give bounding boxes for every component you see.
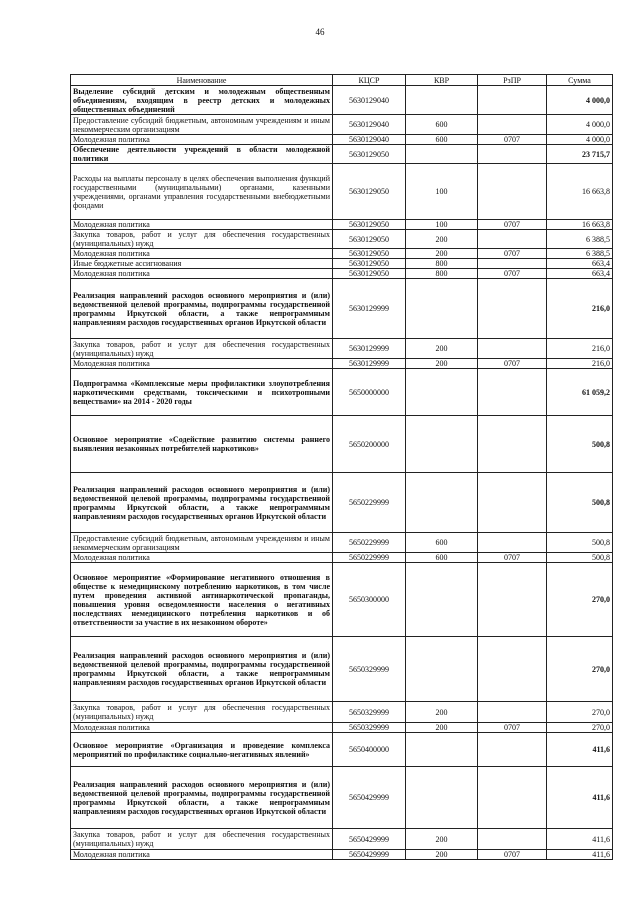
cell-rzpr bbox=[478, 637, 547, 702]
cell-sum: 216,0 bbox=[547, 359, 613, 369]
cell-kvr: 600 bbox=[406, 115, 478, 135]
cell-kvr: 200 bbox=[406, 702, 478, 723]
cell-kcsr: 5630129050 bbox=[333, 220, 406, 230]
table-row bbox=[71, 259, 613, 269]
cell-kcsr: 5630129999 bbox=[333, 359, 406, 369]
cell-name: Реализация направлений расходов основного мероприятия и (или) ведомственной целевой программы, подпрограммы государственной программы Иркутской области, а также непрограммным направлениям расходов государственных органов Иркутской области bbox=[71, 279, 333, 339]
table-row bbox=[71, 533, 613, 553]
table-row bbox=[71, 733, 613, 767]
cell-sum: 6 388,5 bbox=[547, 230, 613, 249]
cell-kcsr: 5650229999 bbox=[333, 473, 406, 533]
cell-kvr: 600 bbox=[406, 533, 478, 553]
cell-rzpr: 0707 bbox=[478, 220, 547, 230]
table-row bbox=[71, 279, 613, 339]
table-row bbox=[71, 637, 613, 702]
cell-kvr: 800 bbox=[406, 259, 478, 269]
cell-sum: 411,6 bbox=[547, 850, 613, 860]
table-row bbox=[71, 416, 613, 473]
cell-name: Молодежная политика bbox=[71, 269, 333, 279]
cell-rzpr bbox=[478, 563, 547, 637]
header-name: Наименование bbox=[71, 75, 333, 86]
cell-kcsr: 5630129040 bbox=[333, 86, 406, 115]
cell-kvr bbox=[406, 733, 478, 767]
cell-rzpr bbox=[478, 145, 547, 164]
cell-name: Молодежная политика bbox=[71, 135, 333, 145]
cell-rzpr bbox=[478, 702, 547, 723]
table-row bbox=[71, 829, 613, 850]
cell-sum: 4 000,0 bbox=[547, 86, 613, 115]
cell-rzpr bbox=[478, 416, 547, 473]
table-row bbox=[71, 563, 613, 637]
cell-sum: 663,4 bbox=[547, 269, 613, 279]
budget-table bbox=[70, 74, 613, 860]
cell-name: Молодежная политика bbox=[71, 553, 333, 563]
cell-name: Реализация направлений расходов основного мероприятия и (или) ведомственной целевой программы, подпрограммы государственной программы Иркутской области, а также непрограммным направлениям расходов государственных органов Иркутской области bbox=[71, 637, 333, 702]
cell-name: Основное мероприятие «Содействие развитию системы раннего выявления незаконных потребителей наркотиков» bbox=[71, 416, 333, 473]
cell-kcsr: 5630129999 bbox=[333, 279, 406, 339]
cell-kcsr: 5630129050 bbox=[333, 164, 406, 220]
table-row bbox=[71, 115, 613, 135]
cell-name: Молодежная политика bbox=[71, 723, 333, 733]
cell-kcsr: 5650329999 bbox=[333, 637, 406, 702]
cell-rzpr: 0707 bbox=[478, 553, 547, 563]
cell-rzpr: 0707 bbox=[478, 135, 547, 145]
cell-rzpr bbox=[478, 369, 547, 416]
cell-rzpr bbox=[478, 767, 547, 829]
table-header-row bbox=[71, 75, 613, 86]
table-row bbox=[71, 220, 613, 230]
table-row bbox=[71, 702, 613, 723]
cell-name: Предоставление субсидий бюджетным, автономным учреждениям и иным некоммерческим организациям bbox=[71, 115, 333, 135]
cell-rzpr bbox=[478, 259, 547, 269]
cell-sum: 16 663,8 bbox=[547, 164, 613, 220]
cell-name: Основное мероприятие «Формирование негативного отношения в обществе к немедицинскому потреблению наркотиков, в том числе путем проведения активной антинаркотической пропаганды, повышения уровня осведомленности населения о негативных последствиях немедицинского потребления наркотиков и об ответственности за участие в их незаконном обороте» bbox=[71, 563, 333, 637]
cell-kvr: 200 bbox=[406, 829, 478, 850]
cell-rzpr bbox=[478, 115, 547, 135]
header-sum: Сумма bbox=[547, 75, 613, 86]
cell-name: Реализация направлений расходов основного мероприятия и (или) ведомственной целевой программы, подпрограммы государственной программы Иркутской области, а также непрограммным направлениям расходов государственных органов Иркутской области bbox=[71, 767, 333, 829]
cell-kvr: 100 bbox=[406, 220, 478, 230]
cell-kcsr: 5650429999 bbox=[333, 767, 406, 829]
cell-kvr: 200 bbox=[406, 249, 478, 259]
cell-kvr: 200 bbox=[406, 850, 478, 860]
cell-kvr: 100 bbox=[406, 164, 478, 220]
cell-kcsr: 5630129050 bbox=[333, 259, 406, 269]
cell-rzpr bbox=[478, 473, 547, 533]
table-row bbox=[71, 164, 613, 220]
cell-kvr: 600 bbox=[406, 135, 478, 145]
cell-rzpr bbox=[478, 279, 547, 339]
cell-sum: 4 000,0 bbox=[547, 115, 613, 135]
cell-kcsr: 5650400000 bbox=[333, 733, 406, 767]
header-rzpr: РзПР bbox=[478, 75, 547, 86]
cell-kcsr: 5650229999 bbox=[333, 533, 406, 553]
cell-name: Расходы на выплаты персоналу в целях обеспечения выполнения функций государственными (муниципальными) органами, казенными учреждениями, органами управления государственными внебюджетными фондами bbox=[71, 164, 333, 220]
cell-rzpr bbox=[478, 86, 547, 115]
cell-sum: 411,6 bbox=[547, 767, 613, 829]
cell-kcsr: 5630129040 bbox=[333, 115, 406, 135]
cell-name: Закупка товаров, работ и услуг для обеспечения государственных (муниципальных) нужд bbox=[71, 702, 333, 723]
cell-name: Подпрограмма «Комплексные меры профилактики злоупотребления наркотическими средствами, токсическими и психотропными веществами» на 2014 - 2020 годы bbox=[71, 369, 333, 416]
header-kcsr: КЦСР bbox=[333, 75, 406, 86]
cell-kvr: 200 bbox=[406, 723, 478, 733]
cell-kcsr: 5630129999 bbox=[333, 339, 406, 359]
table-row bbox=[71, 767, 613, 829]
cell-sum: 500,8 bbox=[547, 533, 613, 553]
cell-rzpr: 0707 bbox=[478, 249, 547, 259]
table-row bbox=[71, 553, 613, 563]
cell-kvr bbox=[406, 279, 478, 339]
cell-kcsr: 5650429999 bbox=[333, 829, 406, 850]
cell-kvr: 200 bbox=[406, 359, 478, 369]
cell-kvr bbox=[406, 473, 478, 533]
cell-rzpr: 0707 bbox=[478, 269, 547, 279]
header-kvr: КВР bbox=[406, 75, 478, 86]
cell-sum: 500,8 bbox=[547, 416, 613, 473]
cell-kcsr: 5630129050 bbox=[333, 230, 406, 249]
cell-kcsr: 5650300000 bbox=[333, 563, 406, 637]
cell-rzpr: 0707 bbox=[478, 723, 547, 733]
table-row bbox=[71, 369, 613, 416]
table-row bbox=[71, 249, 613, 259]
cell-kvr bbox=[406, 369, 478, 416]
cell-rzpr bbox=[478, 339, 547, 359]
cell-kcsr: 5650229999 bbox=[333, 553, 406, 563]
cell-name: Выделение субсидий детским и молодежным общественным объединениям, входящим в реестр детских и молодежных общественных объединений bbox=[71, 86, 333, 115]
cell-kvr bbox=[406, 416, 478, 473]
cell-sum: 411,6 bbox=[547, 829, 613, 850]
cell-kvr: 200 bbox=[406, 230, 478, 249]
cell-sum: 23 715,7 bbox=[547, 145, 613, 164]
cell-sum: 16 663,8 bbox=[547, 220, 613, 230]
cell-name: Закупка товаров, работ и услуг для обеспечения государственных (муниципальных) нужд bbox=[71, 829, 333, 850]
cell-rzpr: 0707 bbox=[478, 359, 547, 369]
table-row bbox=[71, 86, 613, 115]
cell-sum: 500,8 bbox=[547, 553, 613, 563]
cell-rzpr bbox=[478, 533, 547, 553]
table-row bbox=[71, 723, 613, 733]
cell-kcsr: 5650200000 bbox=[333, 416, 406, 473]
cell-kvr: 200 bbox=[406, 339, 478, 359]
cell-sum: 411,6 bbox=[547, 733, 613, 767]
cell-kcsr: 5630129050 bbox=[333, 269, 406, 279]
cell-kvr: 800 bbox=[406, 269, 478, 279]
cell-rzpr bbox=[478, 164, 547, 220]
cell-kvr bbox=[406, 145, 478, 164]
table-row bbox=[71, 339, 613, 359]
cell-kvr bbox=[406, 86, 478, 115]
cell-rzpr bbox=[478, 733, 547, 767]
table-body bbox=[71, 86, 613, 860]
cell-sum: 500,8 bbox=[547, 473, 613, 533]
cell-kvr bbox=[406, 637, 478, 702]
cell-sum: 216,0 bbox=[547, 279, 613, 339]
table-row bbox=[71, 359, 613, 369]
cell-kcsr: 5650000000 bbox=[333, 369, 406, 416]
cell-rzpr bbox=[478, 829, 547, 850]
cell-name: Закупка товаров, работ и услуг для обеспечения государственных (муниципальных) нужд bbox=[71, 339, 333, 359]
cell-kvr bbox=[406, 767, 478, 829]
cell-name: Молодежная политика bbox=[71, 850, 333, 860]
cell-name: Предоставление субсидий бюджетным, автономным учреждениям и иным некоммерческим организациям bbox=[71, 533, 333, 553]
cell-sum: 270,0 bbox=[547, 637, 613, 702]
cell-kcsr: 5630129050 bbox=[333, 145, 406, 164]
cell-kcsr: 5630129050 bbox=[333, 249, 406, 259]
cell-kcsr: 5650329999 bbox=[333, 723, 406, 733]
table-row bbox=[71, 473, 613, 533]
cell-sum: 61 059,2 bbox=[547, 369, 613, 416]
cell-rzpr bbox=[478, 230, 547, 249]
table-row bbox=[71, 230, 613, 249]
cell-name: Молодежная политика bbox=[71, 359, 333, 369]
table-row bbox=[71, 145, 613, 164]
cell-name: Иные бюджетные ассигнования bbox=[71, 259, 333, 269]
cell-rzpr: 0707 bbox=[478, 850, 547, 860]
cell-sum: 270,0 bbox=[547, 723, 613, 733]
cell-sum: 270,0 bbox=[547, 563, 613, 637]
cell-kcsr: 5630129040 bbox=[333, 135, 406, 145]
cell-sum: 216,0 bbox=[547, 339, 613, 359]
table-row bbox=[71, 135, 613, 145]
cell-kvr bbox=[406, 563, 478, 637]
page-number: 46 bbox=[315, 27, 325, 37]
cell-name: Молодежная политика bbox=[71, 249, 333, 259]
cell-kcsr: 5650329999 bbox=[333, 702, 406, 723]
cell-name: Закупка товаров, работ и услуг для обеспечения государственных (муниципальных) нужд bbox=[71, 230, 333, 249]
table-row bbox=[71, 269, 613, 279]
table-row bbox=[71, 850, 613, 860]
cell-name: Обеспечение деятельности учреждений в области молодежной политики bbox=[71, 145, 333, 164]
cell-name: Основное мероприятие «Организация и проведение комплекса мероприятий по профилактике социально-негативных явлений» bbox=[71, 733, 333, 767]
cell-kvr: 600 bbox=[406, 553, 478, 563]
cell-name: Реализация направлений расходов основного мероприятия и (или) ведомственной целевой программы, подпрограммы государственной программы Иркутской области, а также непрограммным направлениям расходов государственных органов Иркутской области bbox=[71, 473, 333, 533]
cell-kcsr: 5650429999 bbox=[333, 850, 406, 860]
cell-name: Молодежная политика bbox=[71, 220, 333, 230]
cell-sum: 270,0 bbox=[547, 702, 613, 723]
cell-sum: 6 388,5 bbox=[547, 249, 613, 259]
cell-sum: 663,4 bbox=[547, 259, 613, 269]
cell-sum: 4 000,0 bbox=[547, 135, 613, 145]
